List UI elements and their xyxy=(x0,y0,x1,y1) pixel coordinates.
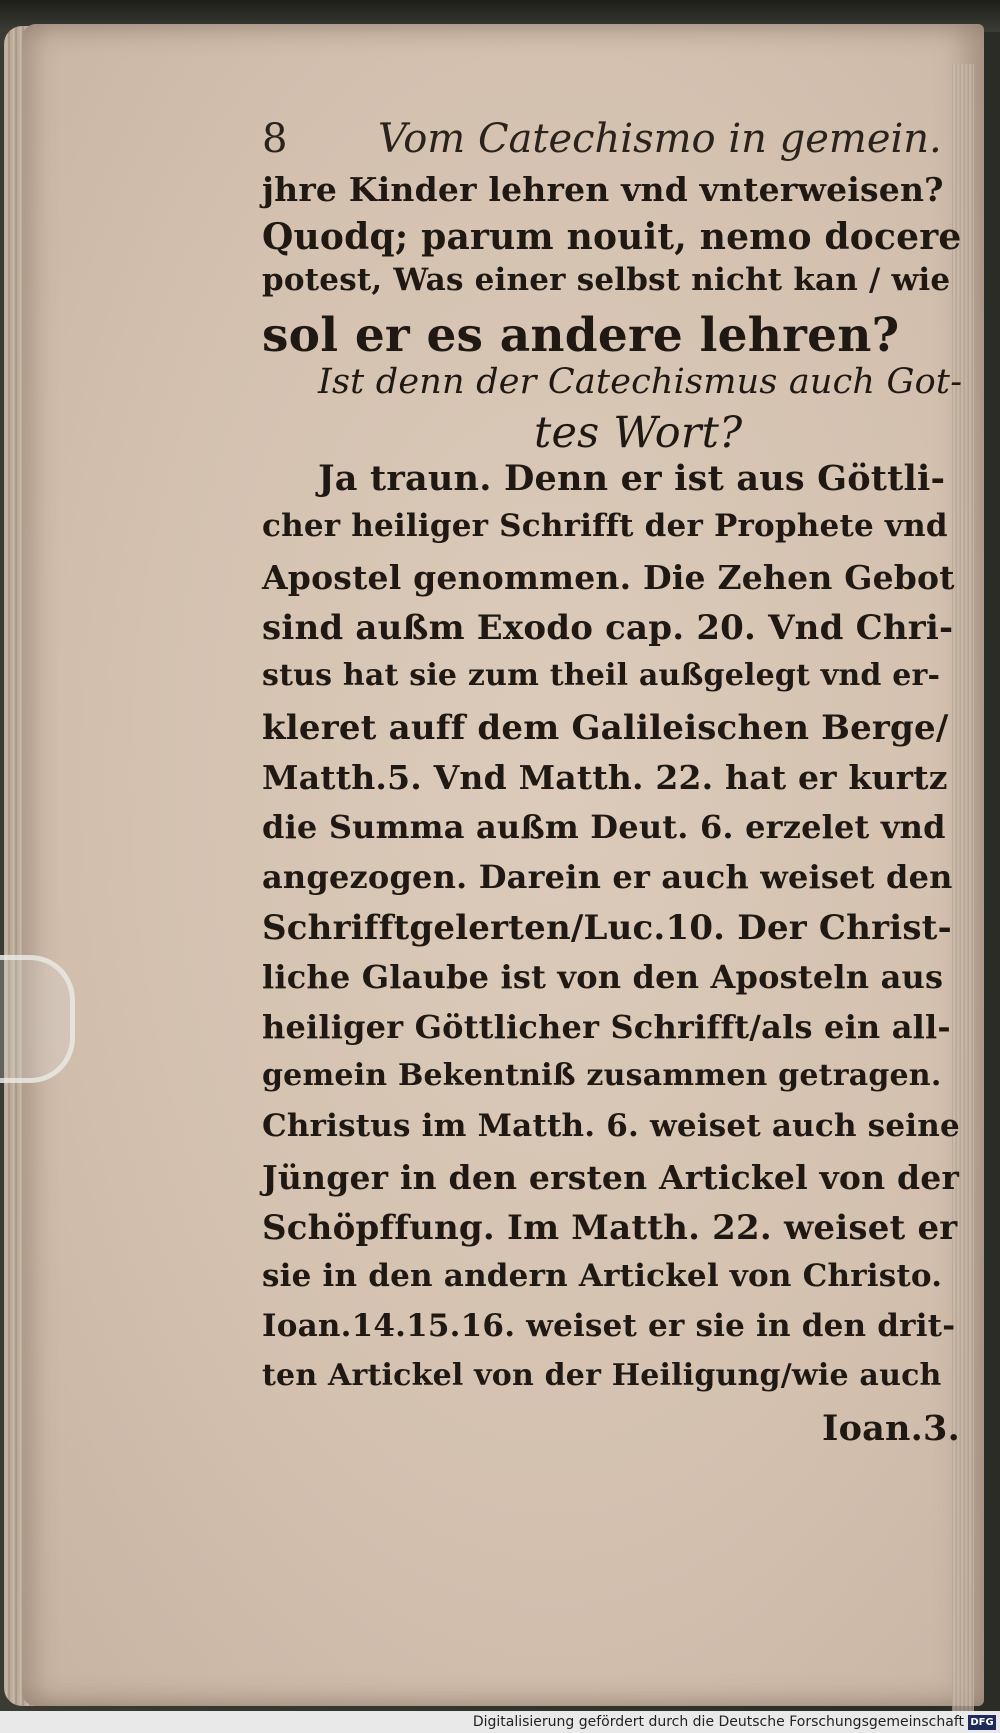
text-line: gemein Bekentniß zusammen getragen. xyxy=(262,1058,942,1093)
text-line: Jünger in den ersten Artickel von der xyxy=(262,1158,960,1197)
question-line: Ist denn der Catechismus auch Got- xyxy=(318,362,963,402)
text-line: Schöpffung. Im Matth. 22. weiset er xyxy=(262,1208,958,1248)
text-line: Ja traun. Denn er ist aus Göttli- xyxy=(318,458,946,499)
text-line: jhre Kinder lehren vnd vnterweisen? xyxy=(262,170,944,209)
text-line: stus hat sie zum theil außgelegt vnd er- xyxy=(262,658,941,693)
page-header xyxy=(262,110,942,170)
text-line: potest, Was einer selbst nicht kan / wie xyxy=(262,262,951,298)
text-line: heiliger Göttlicher Schrifft/als ein all- xyxy=(262,1008,951,1046)
text-line: kleret auff dem Galileischen Berge/ xyxy=(262,708,949,748)
page-number: 8 xyxy=(262,116,288,162)
text-line: Ioan.14.15.16. weiset er sie in den drit- xyxy=(262,1308,956,1344)
text-line: Matth.5. Vnd Matth. 22. hat er kurtz xyxy=(262,758,948,797)
text-line: sind außm Exodo cap. 20. Vnd Chri- xyxy=(262,608,954,648)
dfg-logo: DFG xyxy=(968,1715,996,1730)
text-line: Quodq; parum nouit, nemo docere xyxy=(262,216,962,258)
text-line: cher heiliger Schrifft der Prophete vnd xyxy=(262,508,948,544)
text-line: angezogen. Darein er auch weiset den xyxy=(262,858,953,896)
text-line: Christus im Matth. 6. weiset auch seine xyxy=(262,1108,960,1144)
footer-credit: Digitalisierung gefördert durch die Deutsche Forschungsgemeinschaft xyxy=(472,1714,964,1730)
text-line: liche Glaube ist von den Aposteln aus xyxy=(262,958,944,996)
running-title: Vom Catechismo in gemein. xyxy=(378,116,942,162)
text-line: sie in den andern Artickel von Christo. xyxy=(262,1258,943,1294)
text-line: die Summa außm Deut. 6. erzelet vnd xyxy=(262,808,946,846)
page-clip xyxy=(0,955,75,1083)
text-line: ten Artickel von der Heiligung/wie auch xyxy=(262,1358,942,1393)
text-line: Apostel genommen. Die Zehen Gebot xyxy=(262,558,955,597)
page-fore-edge xyxy=(952,64,974,1724)
catchword-line: Ioan.3. xyxy=(822,1408,960,1449)
text-line: sol er es andere lehren? xyxy=(262,308,900,363)
footer-bar xyxy=(0,1711,1000,1733)
question-line: tes Wort? xyxy=(534,408,743,458)
text-line: Schrifftgelerten/Luc.10. Der Christ- xyxy=(262,908,952,948)
